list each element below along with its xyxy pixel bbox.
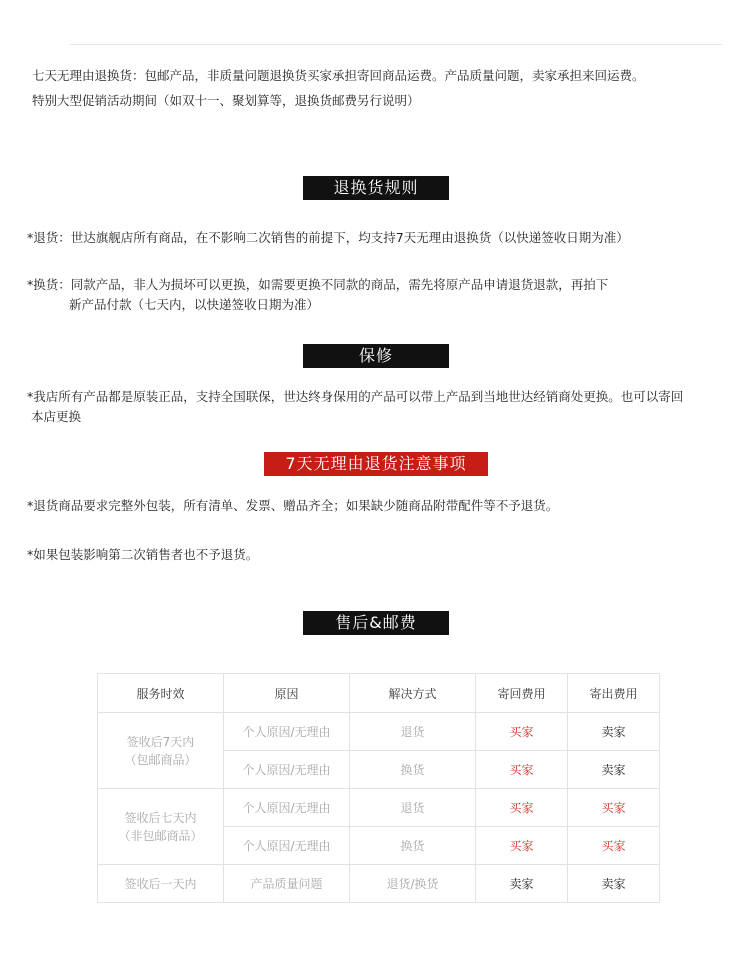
- fee-table: [97, 673, 660, 903]
- reason-cell: 产品质量问题: [224, 865, 350, 903]
- header-reason: 原因: [224, 674, 350, 713]
- top-divider: [70, 44, 722, 45]
- return-rule: *退货：世达旗舰店所有商品，在不影响二次销售的前提下，均支持7天无理由退换货（以快递签收日期为准）: [27, 230, 629, 245]
- table-row: [98, 865, 660, 903]
- exchange-rule: [27, 275, 608, 315]
- period-cell: 签收后七天内 （非包邮商品）: [98, 789, 224, 865]
- send-fee-cell: 卖家: [568, 713, 660, 751]
- reason-cell: 个人原因/无理由: [224, 827, 350, 865]
- reason-cell: 个人原因/无理由: [224, 713, 350, 751]
- solution-cell: 换货: [350, 827, 476, 865]
- table-row: [98, 713, 660, 751]
- returns-rules-banner: 退换货规则: [303, 176, 449, 200]
- send-fee-cell: 买家: [568, 789, 660, 827]
- header-send-fee: 寄出费用: [568, 674, 660, 713]
- return-fee-cell: 买家: [476, 751, 568, 789]
- return-fee-cell: 买家: [476, 827, 568, 865]
- return-fee-cell: 买家: [476, 713, 568, 751]
- notice-banner: 7天无理由退货注意事项: [264, 452, 488, 476]
- exchange-rule-line-2: 新产品付款（七天内，以快递签收日期为准）: [69, 297, 320, 312]
- period-cell: 签收后一天内: [98, 865, 224, 903]
- send-fee-cell: 买家: [568, 827, 660, 865]
- solution-cell: 退货: [350, 789, 476, 827]
- header-period: 服务时效: [98, 674, 224, 713]
- fee-table-header: [98, 674, 660, 713]
- send-fee-cell: 卖家: [568, 751, 660, 789]
- warranty-line-1: *我店所有产品都是原装正品，支持全国联保，世达终身保用的产品可以带上产品到当地世达经销商处更换。也可以寄回: [27, 389, 684, 404]
- solution-cell: 退货/换货: [350, 865, 476, 903]
- exchange-rule-line-1: *换货：同款产品，非人为损坏可以更换，如需要更换不同款的商品，需先将原产品申请退货退款，再拍下: [27, 277, 609, 292]
- notice-item-2: *如果包装影响第二次销售者也不予退货。: [27, 547, 259, 562]
- return-fee-cell: 买家: [476, 789, 568, 827]
- solution-cell: 退货: [350, 713, 476, 751]
- header-return-fee: 寄回费用: [476, 674, 568, 713]
- reason-cell: 个人原因/无理由: [224, 789, 350, 827]
- warranty-banner: 保修: [303, 344, 449, 368]
- warranty-text: [27, 387, 683, 427]
- header-solution: 解决方式: [350, 674, 476, 713]
- notice-item-1: *退货商品要求完整外包装，所有清单、发票、赠品齐全；如果缺少随商品附带配件等不予退货。: [27, 498, 559, 513]
- intro-line-1: 七天无理由退换货：包邮产品，非质量问题退换货买家承担寄回商品运费。产品质量问题，卖家承担来回运费。: [32, 68, 645, 83]
- warranty-line-2: 本店更换: [31, 409, 82, 424]
- send-fee-cell: 卖家: [568, 865, 660, 903]
- period-cell: 签收后7天内 （包邮商品）: [98, 713, 224, 789]
- fees-banner: 售后&邮费: [303, 611, 449, 635]
- solution-cell: 换货: [350, 751, 476, 789]
- intro-line-2: 特别大型促销活动期间（如双十一、聚划算等，退换货邮费另行说明）: [32, 93, 420, 108]
- table-row: [98, 789, 660, 827]
- reason-cell: 个人原因/无理由: [224, 751, 350, 789]
- return-fee-cell: 卖家: [476, 865, 568, 903]
